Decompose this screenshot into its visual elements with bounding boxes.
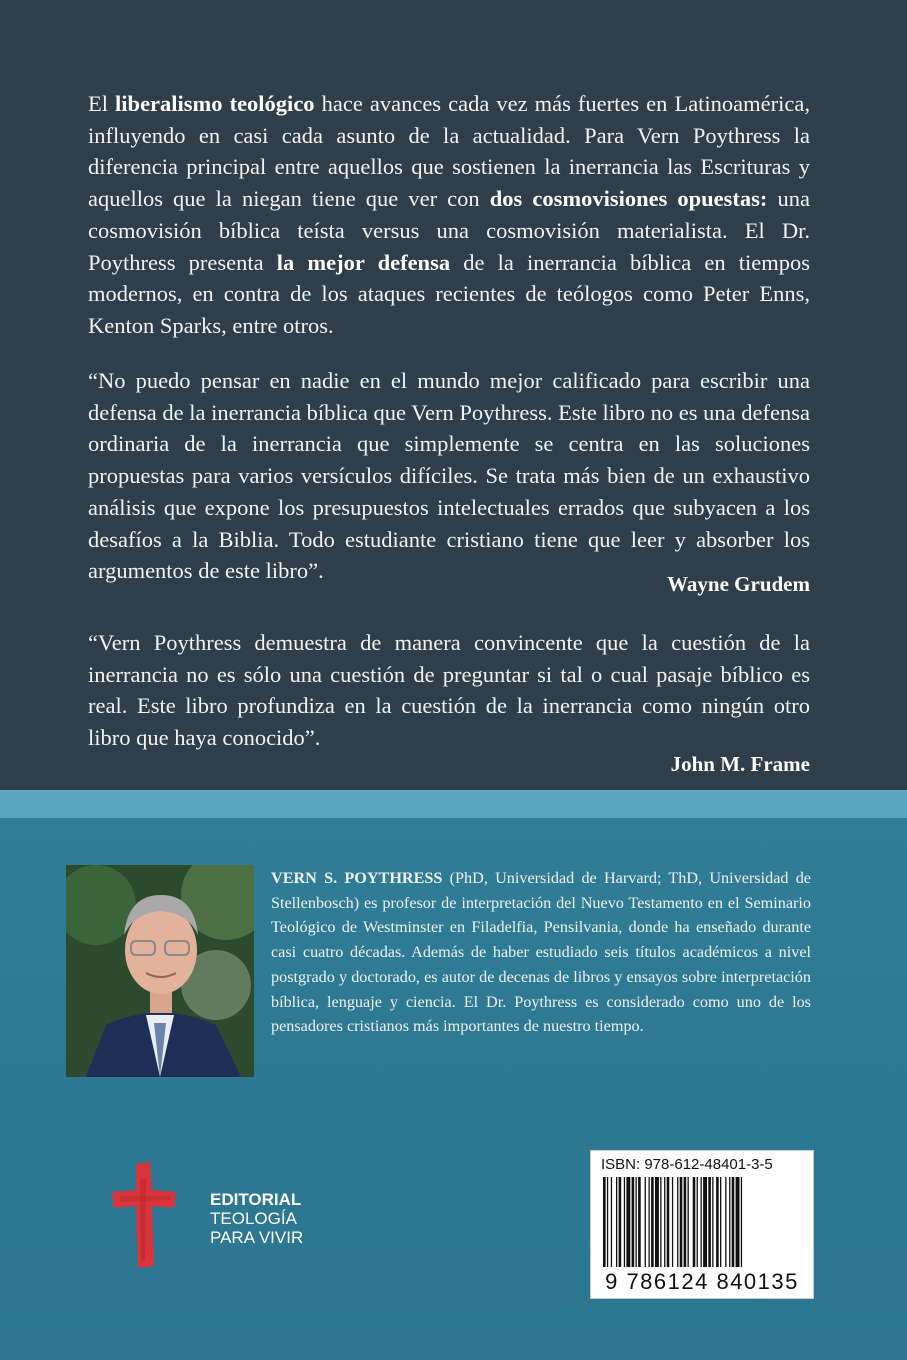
barcode-bar — [616, 1177, 617, 1267]
barcode-bar — [655, 1177, 659, 1267]
synopsis-text: hace avances cada vez más fuertes en Latinoamérica, influyendo en casi cada asunto de la actualidad. Para Vern Poythress la diferencia principal entre aquellos que sostienen la inerrancia las Escrituras y aquellos que la niegan tiene que ver con — [88, 91, 811, 212]
barcode-bar — [708, 1177, 711, 1267]
barcode-bar — [624, 1177, 625, 1267]
barcode-bar — [664, 1177, 665, 1267]
barcode-bar — [619, 1177, 622, 1267]
barcode-bar — [626, 1177, 630, 1267]
barcode-bar — [716, 1177, 719, 1267]
barcode-bar — [660, 1177, 661, 1267]
barcode-bar — [611, 1177, 612, 1267]
publisher-line-3: PARA VIVIR — [210, 1228, 304, 1247]
publisher-line-1: EDITORIAL — [210, 1190, 302, 1209]
isbn-barcode — [590, 1150, 814, 1299]
divider-band — [0, 790, 907, 818]
barcode-bar — [645, 1177, 646, 1267]
author-bio-text: (PhD, Universidad de Harvard; ThD, Universidad de Stellenbosch) es profesor de interpretación del Nuevo Testamento en el Seminario Teológico de Westminster en Filadelfia, Pensilvania, donde ha enseñado durante casi cuatro décadas. Además de haber estudiado seis títulos académicos a nivel postgrado y doctorado, es autor de decenas de libros y ensayos sobre interpretación bíblica, lenguaje y ciencia. El Dr. Poythress es considerado como uno de los pensadores cristianos más importantes de nuestro tiempo. — [271, 869, 811, 1036]
quote-author-frame: John M. Frame — [670, 752, 810, 776]
barcode-bar — [672, 1177, 673, 1267]
barcode-bar — [680, 1177, 683, 1267]
barcode-bar — [636, 1177, 637, 1267]
quote-author-grudem: Wayne Grudem — [667, 572, 810, 596]
barcode-bar — [697, 1177, 698, 1267]
author-name: VERN S. POYTHRESS — [271, 869, 443, 887]
barcode-bar — [688, 1177, 689, 1267]
barcode-bar — [712, 1177, 713, 1267]
barcode-bar — [732, 1177, 735, 1267]
publisher-line-2: TEOLOGÍA — [210, 1209, 297, 1228]
synopsis-emphasis: dos cosmovisiones opuestas: — [489, 186, 768, 212]
isbn-label: ISBN: 978-612-48401-3-5 — [601, 1156, 773, 1173]
barcode-bar — [729, 1177, 730, 1267]
barcode-bar — [677, 1177, 678, 1267]
barcode-bar — [651, 1177, 654, 1267]
synopsis-emphasis: la mejor defensa — [276, 249, 451, 275]
author-bio — [271, 866, 811, 1039]
barcode-bars — [603, 1177, 801, 1269]
barcode-bar — [693, 1177, 696, 1267]
barcode-bar — [603, 1177, 606, 1267]
synopsis-text: El — [88, 91, 116, 116]
barcode-bar — [725, 1177, 726, 1267]
barcode-bar — [638, 1177, 641, 1267]
author-photo — [66, 865, 254, 1077]
barcode-bar — [649, 1177, 650, 1267]
barcode-bar — [632, 1177, 635, 1267]
barcode-bar — [701, 1177, 702, 1267]
barcode-bar — [720, 1177, 721, 1267]
synopsis-text: de la inerrancia bíblica en tiempos modernos, en contra de los ataques recientes de teólogos como Peter Enns, Kenton Sparks, entre otros. — [88, 249, 811, 338]
barcode-bar — [736, 1177, 740, 1267]
publisher-name — [210, 1190, 303, 1247]
barcode-bar — [667, 1177, 670, 1267]
synopsis-emphasis: liberalismo teológico — [115, 91, 315, 116]
synopsis-paragraph — [88, 88, 810, 342]
cross-logo-icon — [110, 1160, 180, 1270]
barcode-bar — [607, 1177, 608, 1267]
quote-grudem: “No puedo pensar en nadie en el mundo mejor calificado para escribir una defensa de la inerrancia bíblica que Vern Poythress. Este libro no es una defensa ordinaria de la inerrancia que simplemente se centra en las soluciones propuestas para varios versículos difíciles. Se trata más bien de un exhaustivo análisis que expone los presupuestos intelectuales errados que subyacen a los desafíos a la Biblia. Todo estudiante cristiano tiene que leer y absorber los argumentos de este libro”. — [88, 368, 810, 584]
barcode-number: 9 786124 840135 — [605, 1269, 799, 1294]
barcode-bar — [741, 1177, 742, 1267]
quote-frame: “Vern Poythress demuestra de manera convincente que la cuestión de la inerrancia no es sólo una cuestión de preguntar si tal o cual pasaje bíblico es real. Este libro profundiza en la cuestión de la inerrancia como ningún otro libro que haya conocido”. — [88, 630, 810, 751]
barcode-bar — [703, 1177, 707, 1267]
barcode-bar — [684, 1177, 687, 1267]
synopsis-text: una cosmovisión bíblica teísta versus una cosmovisión materialista. El Dr. Poythress presenta — [88, 186, 810, 275]
